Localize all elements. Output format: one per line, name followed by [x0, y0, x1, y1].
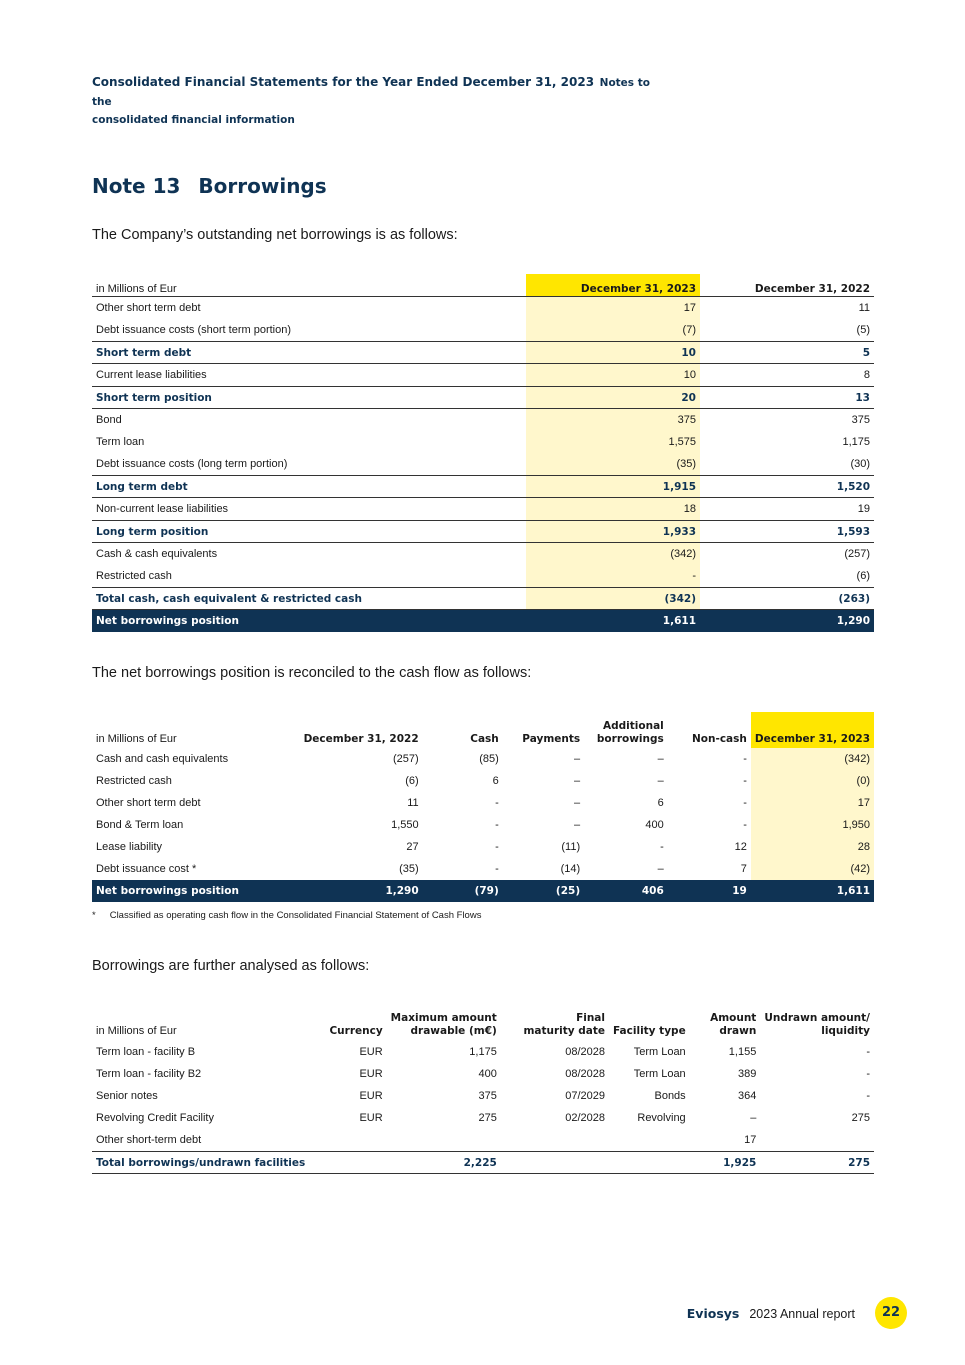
table-row [92, 565, 874, 588]
net-borrowings-table [92, 274, 874, 632]
table-row [92, 858, 874, 880]
table-row [92, 498, 874, 521]
col-header-final-a: Final [576, 1012, 605, 1024]
value-2022: 8 [863, 369, 870, 381]
col-header-final-b: maturity date [523, 1025, 605, 1037]
value-2022: (6) [856, 570, 870, 582]
value-2022: (257) [392, 753, 419, 765]
value-type: Revolving [637, 1112, 686, 1124]
col-header-2022: December 31, 2022 [700, 274, 874, 297]
value-additional: – [657, 753, 664, 765]
header-title: Consolidated Financial Statements for the Year Ended December 31, 2023 [92, 75, 595, 89]
value-type: Bonds [654, 1090, 686, 1102]
footnote-marker: * [92, 910, 96, 921]
value-2023: 17 [751, 792, 874, 814]
value-2022: 375 [851, 414, 870, 426]
value-2023: 20 [526, 387, 700, 409]
row-label: Short term position [92, 387, 526, 409]
value-2023: - [526, 565, 700, 588]
value-drawn: 1,925 [690, 1152, 761, 1174]
value-drawn: 1,155 [728, 1046, 757, 1058]
value-drawn: 364 [737, 1090, 757, 1102]
row-label: Long term position [92, 521, 526, 543]
value-2023: 1,611 [526, 610, 700, 633]
table-row [92, 748, 874, 770]
table-row [92, 588, 874, 610]
col-header-facility-type: Facility type [613, 1025, 686, 1037]
value-undrawn: - [866, 1090, 870, 1102]
value-currency: EUR [359, 1046, 383, 1058]
intro-analysis: Borrowings are further analysed as follows: [92, 958, 370, 974]
value-2023: 375 [526, 409, 700, 432]
table-header-row [92, 1006, 874, 1041]
value-additional: – [657, 775, 664, 787]
col-header-additional-borrowings [584, 712, 668, 748]
value-type: Term Loan [633, 1046, 686, 1058]
table-row [92, 431, 874, 453]
value-drawn: – [750, 1112, 757, 1124]
col-header-amount-drawn [690, 1006, 761, 1041]
value-2022: (6) [405, 775, 419, 787]
value-2022: 5 [700, 342, 874, 364]
table-row [92, 792, 874, 814]
table-row [92, 342, 874, 364]
value-noncash: - [743, 775, 747, 787]
value-2022: 1,593 [700, 521, 874, 543]
col-header-2022: December 31, 2022 [303, 733, 419, 745]
value-2023: (342) [526, 543, 700, 566]
value-payments: (11) [561, 841, 581, 853]
value-cash: - [495, 841, 499, 853]
value-payments: (14) [560, 863, 581, 875]
value-2022: 1,290 [300, 880, 423, 902]
value-noncash: - [743, 797, 747, 809]
value-cash: (79) [423, 880, 503, 902]
table-row [92, 814, 874, 836]
table-row [92, 836, 874, 858]
value-date: 02/2028 [565, 1112, 605, 1124]
value-2023: (342) [526, 588, 700, 610]
value-cash: - [495, 797, 499, 809]
value-2023: 17 [526, 297, 700, 320]
value-max: 275 [478, 1112, 497, 1124]
value-2022: (30) [850, 458, 870, 470]
value-2022: 27 [406, 841, 419, 853]
table-row [92, 319, 874, 342]
col-header-max-a: Maximum amount [390, 1012, 497, 1024]
value-2022: (5) [856, 324, 870, 336]
value-2023: 1,915 [526, 476, 700, 498]
col-header-max-b: drawable (m€) [410, 1025, 497, 1037]
page-footer [687, 1306, 855, 1321]
value-2023: (35) [526, 453, 700, 476]
value-2022: 11 [407, 797, 419, 809]
row-label: Lease liability [96, 841, 163, 853]
col-header-2023: December 31, 2023 [526, 274, 700, 297]
value-cash: - [495, 819, 499, 831]
col-header-undrawn-a: Undrawn amount/ [764, 1012, 870, 1024]
col-header-noncash: Non-cash [692, 733, 747, 745]
value-type: Term Loan [633, 1068, 686, 1080]
row-label: Other short term debt [96, 797, 201, 809]
table-row [92, 1152, 874, 1174]
row-label: Restricted cash [96, 570, 172, 582]
footnote-text: Classified as operating cash flow in the Consolidated Financial Statement of Cash Flows [109, 910, 482, 921]
value-drawn: 389 [737, 1068, 757, 1080]
value-undrawn: - [866, 1046, 870, 1058]
table-row [92, 1129, 874, 1152]
row-label: Term loan - facility B2 [96, 1068, 202, 1080]
value-2023: 1,933 [526, 521, 700, 543]
value-type [609, 1129, 690, 1152]
table-row [92, 364, 874, 387]
row-label: Short term debt [92, 342, 526, 364]
value-payments: – [574, 797, 581, 809]
table-row [92, 610, 874, 633]
row-label: Bond [96, 414, 122, 426]
value-2022: 1,520 [700, 476, 874, 498]
table-row [92, 521, 874, 543]
value-undrawn: - [866, 1068, 870, 1080]
value-date [501, 1152, 609, 1174]
value-2023: 1,575 [526, 431, 700, 453]
value-currency: EUR [359, 1068, 383, 1080]
row-label: Debt issuance costs (long term portion) [96, 458, 288, 470]
row-label: Term loan [96, 436, 145, 448]
col-header-undrawn-b: liquidity [821, 1025, 870, 1037]
value-max [387, 1129, 501, 1152]
row-label: Net borrowings position [92, 880, 300, 902]
col-header-additional: Additional [603, 720, 664, 732]
table-row [92, 1063, 874, 1085]
note-title: Borrowings [198, 174, 327, 198]
col-header-label: in Millions of Eur [96, 733, 177, 745]
value-2022: 19 [857, 503, 870, 515]
page-number-badge: 22 [875, 1297, 907, 1329]
row-label: Net borrowings position [92, 610, 526, 633]
value-noncash: 12 [734, 841, 747, 853]
value-date: 08/2028 [565, 1068, 605, 1080]
header-notes-line2: consolidated financial information [92, 114, 295, 126]
value-drawn: 17 [744, 1134, 757, 1146]
value-noncash: 19 [668, 880, 751, 902]
row-label: Bond & Term loan [96, 819, 184, 831]
row-label: Other short term debt [96, 302, 201, 314]
value-additional: 400 [645, 819, 664, 831]
table-header-row [92, 274, 874, 297]
value-2022: 1,175 [842, 436, 870, 448]
value-undrawn: 275 [851, 1112, 870, 1124]
row-label: Cash & cash equivalents [96, 548, 218, 560]
value-max: 1,175 [469, 1046, 497, 1058]
value-date: 07/2029 [565, 1090, 605, 1102]
table-row [92, 409, 874, 432]
value-noncash: - [743, 819, 747, 831]
note-heading [92, 174, 327, 198]
value-2022: 11 [858, 302, 870, 314]
value-currency [312, 1152, 387, 1174]
row-label: Debt issuance costs (short term portion) [96, 324, 292, 336]
row-label: Revolving Credit Facility [96, 1112, 214, 1124]
value-2023: (7) [526, 319, 700, 342]
col-header-undrawn [760, 1006, 874, 1041]
col-header-currency: Currency [329, 1025, 383, 1037]
page-header [92, 71, 652, 126]
footer-brand: Eviosys [686, 1306, 740, 1321]
value-payments: – [574, 775, 581, 787]
note-number: Note 13 [92, 174, 181, 198]
value-undrawn [760, 1129, 874, 1152]
value-additional: 6 [657, 797, 664, 809]
value-noncash: 7 [740, 863, 747, 875]
col-header-max-amount [387, 1006, 501, 1041]
table-row [92, 1041, 874, 1063]
row-label: Total borrowings/undrawn facilities [92, 1152, 312, 1174]
value-payments: (25) [503, 880, 584, 902]
footer-report: 2023 Annual report [749, 1307, 855, 1321]
row-label: Total cash, cash equivalent & restricted cash [92, 588, 526, 610]
value-date: 08/2028 [565, 1046, 605, 1058]
table-row [92, 880, 874, 902]
row-label: Restricted cash [96, 775, 172, 787]
row-label: Term loan - facility B [96, 1046, 196, 1058]
row-label: Long term debt [92, 476, 526, 498]
col-header-drawn-b: drawn [719, 1025, 757, 1037]
table-row [92, 543, 874, 566]
table-header-row [92, 712, 874, 748]
col-header-borrowings: borrowings [596, 733, 664, 745]
value-max: 2,225 [387, 1152, 501, 1174]
row-label: Cash and cash equivalents [96, 753, 229, 765]
col-header-label: in Millions of Eur [96, 1025, 177, 1037]
value-2023: 18 [526, 498, 700, 521]
value-payments: – [574, 819, 581, 831]
table-row [92, 387, 874, 409]
value-2023: 10 [526, 364, 700, 387]
row-label: Debt issuance cost * [96, 863, 197, 875]
value-2022: 13 [700, 387, 874, 409]
value-2022: (257) [844, 548, 870, 560]
value-currency [312, 1129, 387, 1152]
value-undrawn: 275 [760, 1152, 874, 1174]
row-label: Senior notes [96, 1090, 158, 1102]
value-cash: (85) [479, 753, 499, 765]
value-additional: - [660, 841, 664, 853]
value-2023: (42) [751, 858, 874, 880]
value-additional: – [657, 863, 664, 875]
value-2023: 1,611 [751, 880, 874, 902]
facilities-table [92, 1006, 874, 1174]
intro-reconciliation: The net borrowings position is reconciled to the cash flow as follows: [92, 665, 532, 681]
table-row [92, 770, 874, 792]
value-currency: EUR [359, 1090, 383, 1102]
value-2023: (0) [751, 770, 874, 792]
table-row [92, 297, 874, 320]
row-label: Non-current lease liabilities [96, 503, 229, 515]
value-max: 375 [478, 1090, 497, 1102]
table-row [92, 453, 874, 476]
value-type [609, 1152, 690, 1174]
table-row [92, 1085, 874, 1107]
table-row [92, 476, 874, 498]
table-row [92, 1107, 874, 1129]
value-max: 400 [478, 1068, 497, 1080]
value-2022: (263) [700, 588, 874, 610]
value-cash: 6 [492, 775, 499, 787]
reconciliation-table [92, 712, 874, 902]
col-header-payments: Payments [522, 733, 581, 745]
value-cash: - [495, 863, 499, 875]
row-label: Other short-term debt [96, 1134, 202, 1146]
footnote [92, 910, 481, 921]
intro-net-borrowings: The Company’s outstanding net borrowings is as follows: [92, 227, 458, 243]
col-header-drawn-a: Amount [710, 1012, 757, 1024]
value-2022: (35) [399, 863, 419, 875]
col-header-label: in Millions of Eur [92, 274, 526, 297]
value-date [501, 1129, 609, 1152]
col-header-final-maturity [501, 1006, 609, 1041]
value-payments: – [574, 753, 581, 765]
value-noncash: - [743, 753, 747, 765]
col-header-2023: December 31, 2023 [751, 712, 874, 748]
value-currency: EUR [359, 1112, 383, 1124]
value-2023: 1,950 [751, 814, 874, 836]
value-2023: 28 [751, 836, 874, 858]
value-2023: (342) [751, 748, 874, 770]
row-label: Current lease liabilities [96, 369, 207, 381]
value-2022: 1,550 [391, 819, 419, 831]
header-notes-prefix: Notes to the [92, 77, 650, 108]
value-additional: 406 [584, 880, 668, 902]
value-2022: 1,290 [700, 610, 874, 633]
value-2023: 10 [526, 342, 700, 364]
col-header-cash: Cash [470, 733, 499, 745]
